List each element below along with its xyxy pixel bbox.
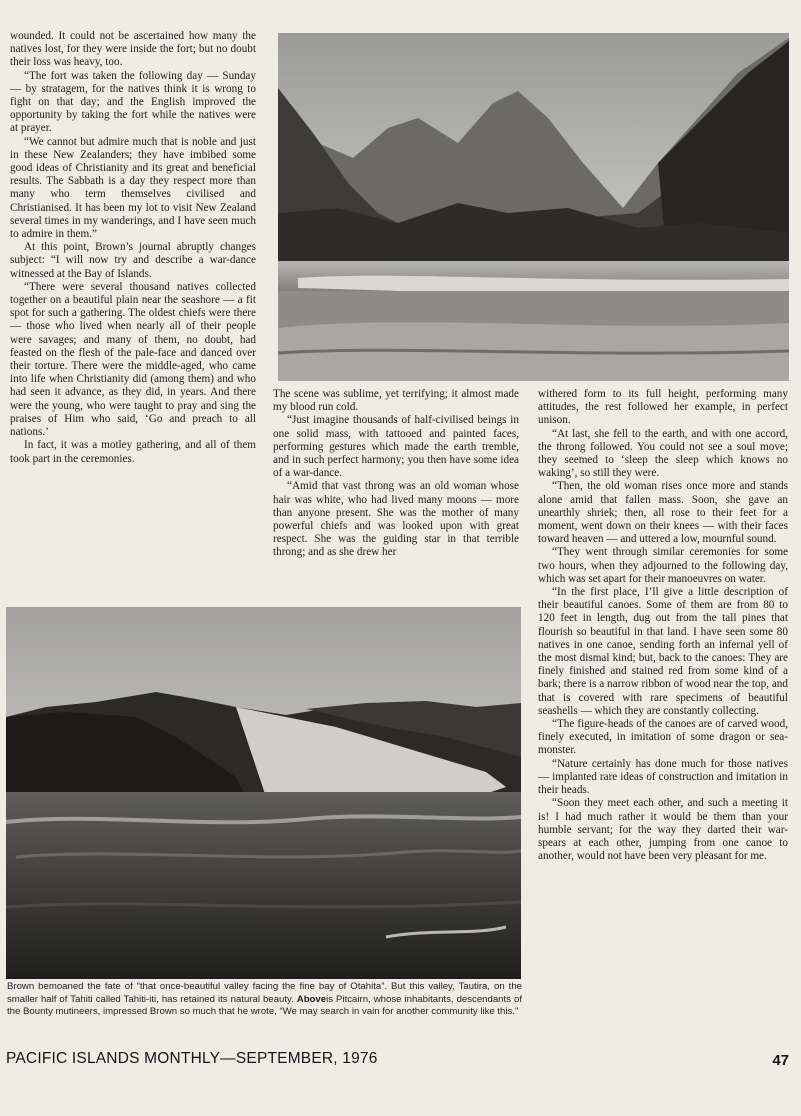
footer-publication-title: PACIFIC ISLANDS MONTHLY—SEPTEMBER, 1976 (6, 1050, 378, 1067)
paragraph: “Nature certainly has done much for those natives — implanted rare ideas of construction and imitation in their heads. (538, 757, 788, 797)
paragraph: In fact, it was a motley gathering, and all of them took part in the ceremonies. (10, 439, 256, 465)
caption-text: Brown bemoaned the fate of “that once-beautiful valley facing the fine bay of Otahita”. But this valley, Tautira, on the smaller half of Tahiti called Tahiti-iti, has retained its natural beauty. (7, 981, 522, 1005)
paragraph: “Soon they meet each other, and such a meeting it is! I had much rather it would be them than your humble servant; for the way they darted their war-spears at each other, jumping from one canoe to another, would not have been very pleasant for me. (538, 797, 788, 863)
paragraph: withered form to its full height, performing many attitudes, the rest followed her example, in perfect unison. (538, 388, 788, 427)
paragraph: The scene was sublime, yet terrifying; it almost made my blood run cold. (273, 388, 519, 414)
photo-pitcairn-coast (6, 607, 521, 979)
paragraph: “At last, she fell to the earth, and with one accord, the throng followed. You could not see a soul move; they seemed to ‘sleep the sleep which knows no waking’, so still they were. (538, 427, 788, 480)
photo-caption (7, 981, 522, 1019)
article-column-2 (273, 388, 519, 560)
page-number: 47 (772, 1052, 789, 1069)
paragraph: “The figure-heads of the canoes are of carved wood, finely executed, in imitation of some dragon or sea-monster. (538, 718, 788, 757)
article-column-1 (10, 30, 256, 466)
article-column-3 (538, 388, 788, 863)
paragraph: “Amid that vast throng was an old woman whose hair was white, who had lived many moons — more than anyone present. She was the mother of many powerful chiefs and was looked upon with great respect. She was the guiding star in that terrible throng; and as she drew her (273, 480, 519, 559)
paragraph: “They went through similar ceremonies for some two hours, when they adjourned to the following day, which was set apart for their manoeuvres on water. (538, 546, 788, 585)
paragraph: “Just imagine thousands of half-civilised beings in one solid mass, with tattooed and painted faces, performing gestures which made the earth tremble, and in such perfect harmony; you then have some idea of a war-dance. (273, 414, 519, 480)
paragraph: At this point, Brown’s journal abruptly changes subject: “I will now try and describe a war-dance witnessed at the Bay of Islands. (10, 241, 256, 280)
paragraph: wounded. It could not be ascertained how many the natives lost, for they were inside the fort; but no doubt their loss was heavy, too. (10, 30, 256, 69)
paragraph: “Then, the old woman rises once more and stands alone amid that fallen mass. Soon, she gave an unearthly shriek; then, all rose to their feet for a moment, went down on their knees — with their faces toward heaven — and uttered a low, mournful sound. (538, 480, 788, 546)
caption-above-label: Above (296, 993, 327, 1005)
paragraph: “There were several thousand natives collected together on a beautiful plain near the seashore — a fit spot for such a gathering. The oldest chiefs were there — those who lived when nearly all of their people were savages; and many of them, no doubt, had feasted on the flesh of the pale-face and danced over their torture. There were the middle-aged, who came into life when Christianity did (among them) and who had seen it advance, as they did, in years. And there were the young, who were taught to pray and sing the praises of Him who said, ‘Go and preach to all nations.’ (10, 280, 256, 439)
caption-text-continued: is Pitcairn, whose inhabitants, descendants of the Bounty mutineers, impressed Brown so much that he wrote, “We may search in vain for another community like this.” (7, 993, 522, 1018)
photo-tautira-valley (278, 33, 789, 381)
paragraph: “The fort was taken the following day — Sunday — by stratagem, for the natives think it is wrong to fight on that day; and the English improved the opportunity by taking the fort while the natives were at prayer. (10, 69, 256, 135)
paragraph: “In the first place, I’ll give a little description of their beautiful canoes. Some of them are from 80 to 120 feet in length, dug out from the tall pines that flourish so beautiful in that land. I have seen some 80 natives in one canoe, sending forth an infernal yell of the most dismal kind; but, back to the canoes: They are finely finished and stained red from some kind of a bark; there is a narrow ribbon of wood near the top, and that is covered with rare specimens of beautiful seashells — which they are constantly collecting. (538, 586, 788, 717)
paragraph: “We cannot but admire much that is noble and just in these New Zealanders; they have imbibed some good ideas of Christianity and its great and beneficial results. The Sabbath is a day they respect more than many who term themselves civilised and Christianised. It has been my lot to visit New Zealand several times in my wanderings, and I have seen much to admire in them.” (10, 135, 256, 241)
